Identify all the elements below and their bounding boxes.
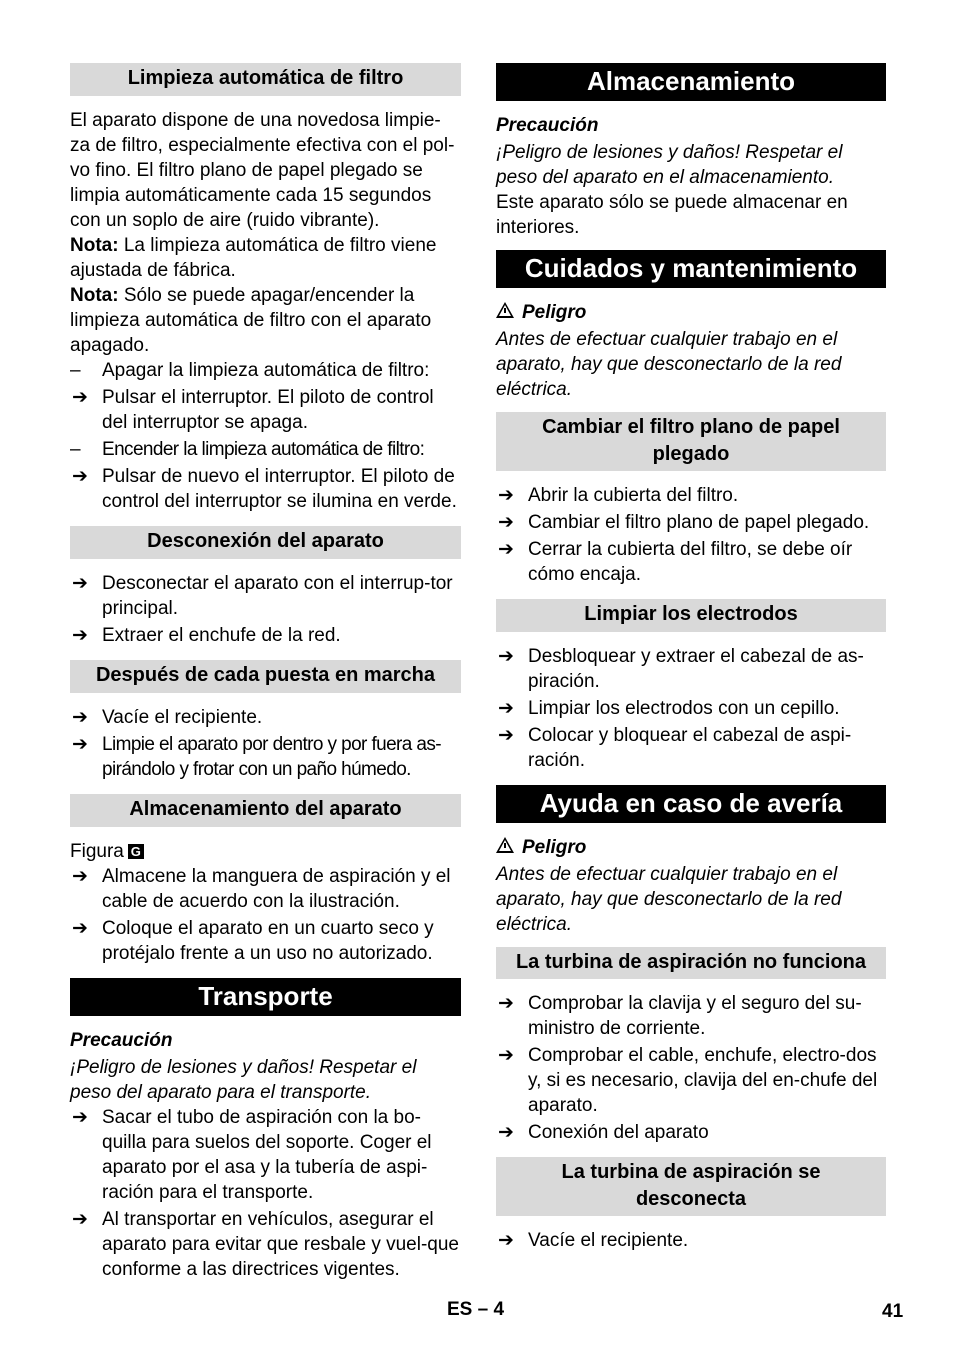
list-item: ➔ Desconectar el aparato con el interrup-tor principal. (72, 573, 453, 619)
arrow-right-icon: ➔ (72, 1209, 88, 1230)
heading-troubleshooting: Ayuda en caso de avería (496, 785, 886, 823)
list-item: ➔ Extraer el enchufe de la red. (72, 625, 341, 646)
caution-label: Precaución (70, 1030, 173, 1051)
right-column (496, 63, 886, 1255)
note-factory-setting: Nota: La limpieza automática de filtro viene ajustada de fábrica. (70, 235, 437, 281)
arrow-right-icon: ➔ (72, 466, 88, 487)
heading-turbine-not-working: La turbina de aspiración no funciona (496, 947, 886, 979)
danger-text: Antes de efectuar cualquier trabajo en el aparato, hay que desconectarlo de la red eléctrica. (496, 329, 842, 400)
list-item: ➔ Limpie el aparato por dentro y por fuera as-pirándolo y frotar con un paño húmedo. (72, 734, 442, 780)
arrow-right-icon: ➔ (498, 698, 514, 719)
list-item: ➔ Abrir la cubierta del filtro. (498, 485, 739, 506)
arrow-right-icon: ➔ (72, 734, 88, 755)
warning-icon (496, 302, 514, 318)
list-item: ➔ Al transportar en vehículos, asegurar el aparato para evitar que resbale y vuel-que conforme a las directrices vigentes. (72, 1209, 460, 1280)
heading-filter-cleaning: Limpieza automática de filtro (70, 63, 461, 96)
arrow-right-icon: ➔ (72, 866, 88, 887)
list-item: ➔ Conexión del aparato (498, 1122, 709, 1143)
arrow-right-icon: ➔ (498, 485, 514, 506)
figure-reference: Figura G (70, 839, 461, 864)
heading-storage-device: Almacenamiento del aparato (70, 794, 461, 827)
list-item: ➔ Almacene la manguera de aspiración y el cable de acuerdo con la ilustración. (72, 866, 451, 912)
list-item: ➔ Sacar el tubo de aspiración con la bo-quilla para suelos del soporte. Coger el aparato por el asa y la tubería de aspi-ración para el transporte. (72, 1107, 432, 1203)
arrow-right-icon: ➔ (498, 512, 514, 533)
list-item: ➔ Pulsar de nuevo el interruptor. El piloto de control del interruptor se ilumina en verde. (72, 466, 457, 512)
turbine-switches-off-steps (496, 1228, 886, 1253)
heading-turbine-switches-off: La turbina de aspiración se desconecta (496, 1157, 886, 1216)
note-label: Nota: (70, 285, 119, 306)
change-filter-steps (496, 483, 886, 587)
arrow-right-icon: ➔ (498, 1230, 514, 1251)
list-item: ➔ Comprobar el cable, enchufe, electro-dos y, si es necesario, clavija del en-chufe del aparato. (498, 1045, 878, 1116)
list-item: ➔ Colocar y bloquear el cabezal de aspi-ración. (498, 725, 852, 771)
disconnect-steps (70, 571, 461, 648)
danger-text: Antes de efectuar cualquier trabajo en el aparato, hay que desconectarlo de la red eléctrica. (496, 864, 842, 935)
list-item: – Encender la limpieza automática de filtro: (70, 439, 425, 460)
left-column (70, 63, 461, 1284)
arrow-right-icon: ➔ (498, 646, 514, 667)
clean-electrodes-steps (496, 644, 886, 773)
list-item: ➔ Cerrar la cubierta del filtro, se debe oír cómo encaja. (498, 539, 853, 585)
list-item: ➔ Pulsar el interruptor. El piloto de control del interruptor se apaga. (72, 387, 434, 433)
storage-steps (70, 864, 461, 966)
after-use-steps (70, 705, 461, 782)
list-item: ➔ Limpiar los electrodos con un cepillo. (498, 698, 840, 719)
list-item: ➔ Cambiar el filtro plano de papel plegado. (498, 512, 870, 533)
arrow-right-icon: ➔ (72, 625, 88, 646)
page-number: 41 (882, 1301, 904, 1322)
arrow-right-icon: ➔ (72, 1107, 88, 1128)
filter-cleaning-intro: El aparato dispone de una novedosa limpie- za de filtro, especialmente efectiva con el pol- vo fino. El filtro plano de papel plegado se limpia automáticamente cada 15 segundos con un soplo de aire (ruido vibrante). (70, 110, 455, 231)
filter-cleaning-steps (70, 358, 461, 514)
arrow-right-icon: ➔ (72, 573, 88, 594)
list-item: ➔ Desbloquear y extraer el cabezal de as-piración. (498, 646, 864, 692)
list-item: ➔ Vacíe el recipiente. (72, 707, 263, 728)
heading-change-filter: Cambiar el filtro plano de papel plegado (496, 412, 886, 471)
dash-icon: – (70, 360, 81, 381)
list-item: ➔ Comprobar la clavija y el seguro del su-ministro de corriente. (498, 993, 862, 1039)
arrow-right-icon: ➔ (72, 918, 88, 939)
storage-body: Este aparato sólo se puede almacenar en interiores. (496, 192, 848, 238)
arrow-right-icon: ➔ (72, 387, 88, 408)
heading-storage: Almacenamiento (496, 63, 886, 101)
figure-badge: G (128, 844, 144, 859)
page-label: ES – 4 (447, 1299, 505, 1320)
heading-transport: Transporte (70, 978, 461, 1016)
arrow-right-icon: ➔ (498, 1045, 514, 1066)
arrow-right-icon: ➔ (72, 707, 88, 728)
warning-icon (496, 837, 514, 853)
arrow-right-icon: ➔ (498, 539, 514, 560)
caution-text: ¡Peligro de lesiones y daños! Respetar el peso del aparato en el almacenamiento. (496, 142, 843, 188)
heading-disconnect: Desconexión del aparato (70, 526, 461, 559)
dash-icon: – (70, 439, 80, 460)
note-label: Nota: (70, 235, 119, 256)
list-item: ➔ Coloque el aparato en un cuarto seco y protéjalo frente a un uso no autorizado. (72, 918, 434, 964)
list-item: – Apagar la limpieza automática de filtro: (70, 360, 430, 381)
arrow-right-icon: ➔ (498, 1122, 514, 1143)
list-item: ➔ Vacíe el recipiente. (498, 1230, 689, 1251)
danger-label: Peligro (496, 835, 886, 860)
turbine-not-working-steps (496, 991, 886, 1145)
arrow-right-icon: ➔ (498, 725, 514, 746)
transport-steps (70, 1105, 461, 1282)
danger-label: Peligro (496, 300, 886, 325)
caution-text: ¡Peligro de lesiones y daños! Respetar el peso del aparato para el transporte. (70, 1057, 417, 1103)
note-switch-off: Nota: Sólo se puede apagar/encender la limpieza automática de filtro con el aparato apagado. (70, 285, 432, 356)
arrow-right-icon: ➔ (498, 993, 514, 1014)
heading-after-use: Después de cada puesta en marcha (70, 660, 461, 693)
heading-care-maintenance: Cuidados y mantenimiento (496, 250, 886, 288)
heading-clean-electrodes: Limpiar los electrodos (496, 599, 886, 632)
caution-label: Precaución (496, 115, 599, 136)
